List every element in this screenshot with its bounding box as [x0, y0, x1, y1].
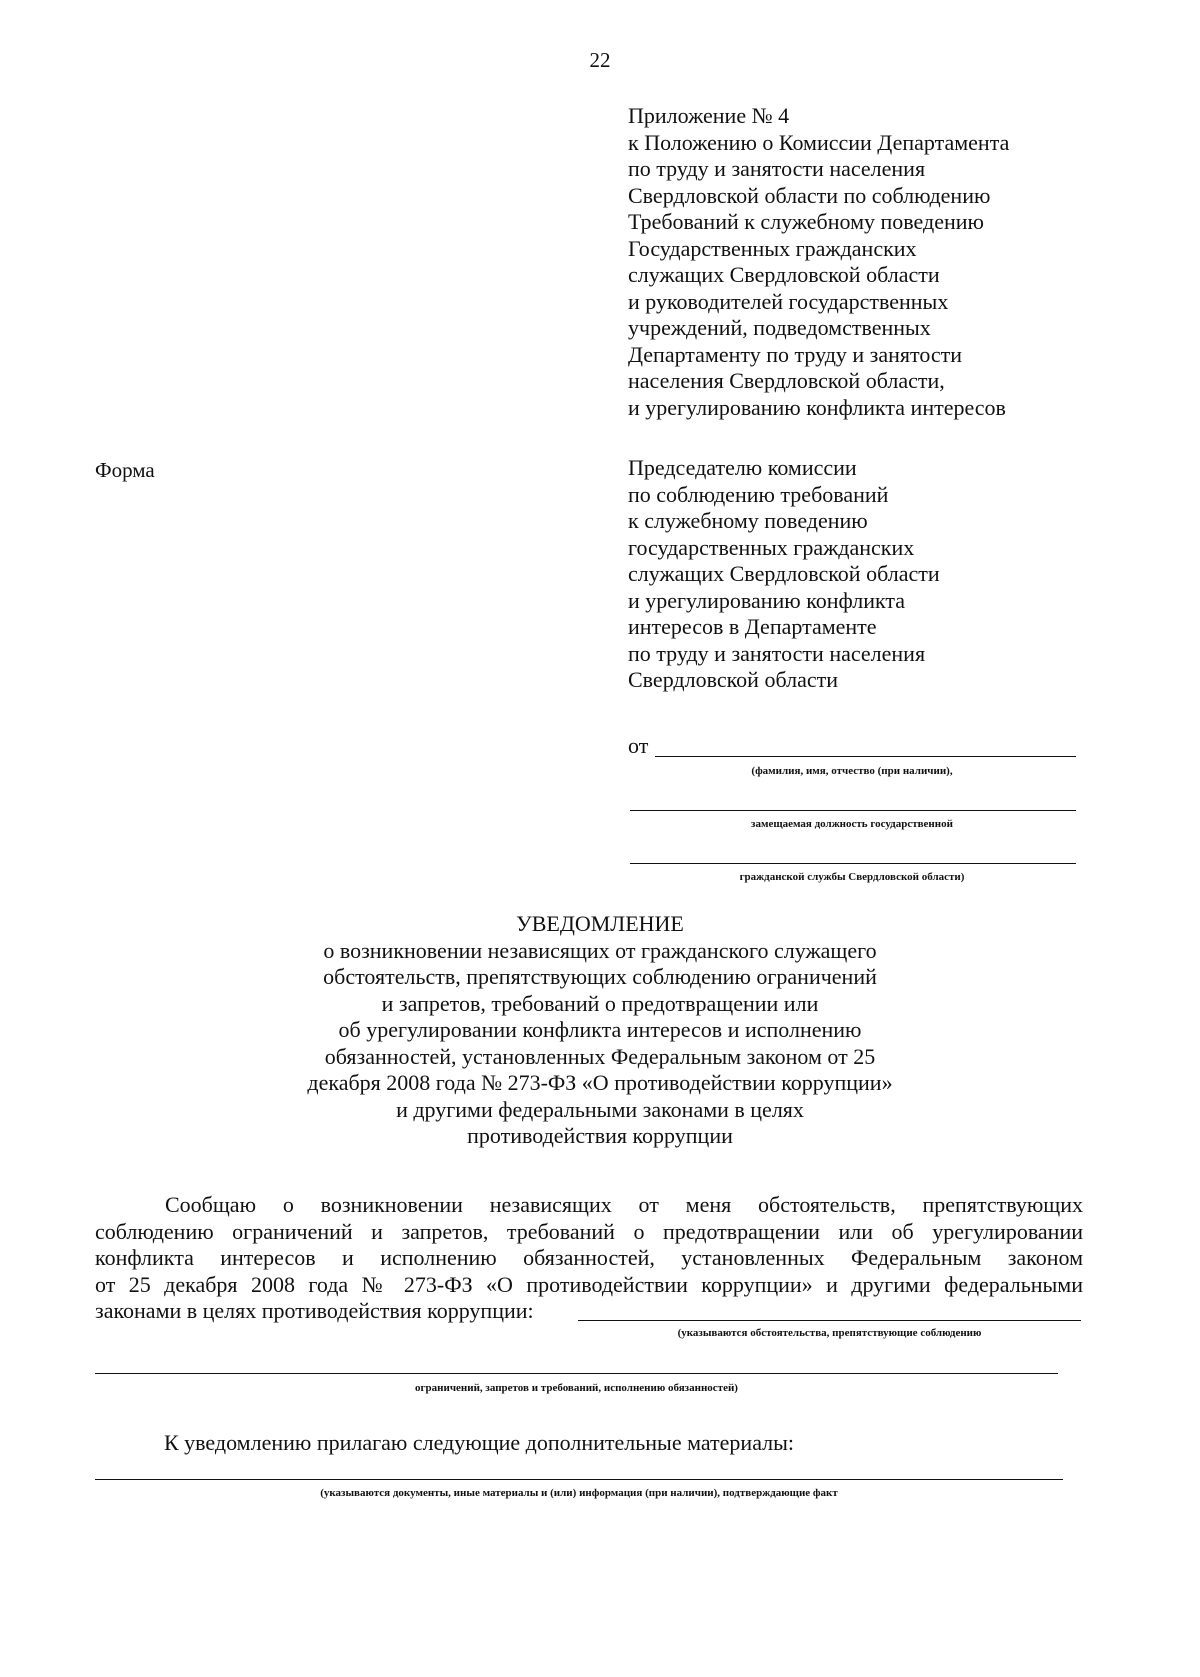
appendix-header — [628, 103, 1098, 421]
from-label: от — [628, 733, 649, 758]
notice-title-line: декабря 2008 года № 273-ФЗ «О противодействии коррупции» — [307, 1070, 893, 1095]
addressee-line: государственных гражданских — [628, 534, 915, 560]
appendix-line: Департаменту по труду и занятости — [628, 341, 963, 367]
appendix-line: учреждений, подведомственных — [628, 315, 931, 340]
appendix-line: по труду и занятости населения — [628, 156, 926, 181]
circumstances-caption: (указываются обстоятельства, препятствующие соблюдению — [677, 1327, 982, 1339]
notice-title-line: противодействия коррупции — [467, 1123, 733, 1148]
addressee-line: Председателю комиссии — [628, 455, 857, 480]
from-field[interactable] — [628, 733, 1076, 759]
appendix-line: Государственных гражданских — [628, 235, 917, 261]
addressee-line: Свердловской области — [628, 667, 838, 692]
notice-title-line: обстоятельств, препятствующих соблюдению ограничений — [323, 964, 877, 989]
service-fill-line[interactable] — [630, 863, 1076, 864]
notice-title-line: об урегулировании конфликта интересов и исполнению — [338, 1017, 862, 1042]
attachments-caption: (указываются документы, иные материалы и (или) информация (при наличии), подтверждающие факт — [320, 1487, 838, 1499]
position-fill-line[interactable] — [630, 810, 1076, 811]
addressee-line: по соблюдению требований — [628, 481, 889, 507]
notice-title-line: и запретов, требований о предотвращении или — [381, 990, 819, 1016]
notice-body — [95, 1192, 1083, 1298]
notice-heading: УВЕДОМЛЕНИЕ — [516, 911, 684, 936]
appendix-line: Приложение № 4 — [628, 103, 790, 128]
body-last-line: законами в целях противодействия коррупции: — [95, 1298, 534, 1323]
body-line: соблюдению ограничений и запретов, требований о предотвращении или об урегулировании — [95, 1218, 1083, 1244]
appendix-line: и руководителей государственных — [628, 288, 949, 314]
addressee-line: интересов в Департаменте — [628, 614, 877, 639]
notice-title — [0, 911, 1200, 1150]
addressee-line: по труду и занятости населения — [628, 640, 926, 666]
notice-title-line: обязанностей, установленных Федеральным законом от 25 — [324, 1043, 876, 1069]
attachments-label: К уведомлению прилагаю следующие дополнительные материалы: — [164, 1430, 795, 1455]
from-caption-position: замещаемая должность государственной — [751, 818, 953, 830]
circumstances-fill-line-2[interactable] — [95, 1373, 1058, 1374]
appendix-line: Свердловской области по соблюдению — [628, 182, 991, 208]
notice-title-line: и другими федеральными законами в целях — [396, 1096, 804, 1122]
body-line: Сообщаю о возникновении независящих от меня обстоятельств, препятствующих — [165, 1192, 1083, 1217]
from-fill-line — [655, 756, 1076, 757]
addressee-block — [628, 455, 1098, 694]
addressee-line: и урегулированию конфликта — [628, 587, 906, 613]
appendix-line: служащих Свердловской области — [628, 262, 940, 287]
appendix-line: Требований к служебному поведению — [628, 209, 984, 234]
restrictions-caption: ограничений, запретов и требований, исполнению обязанностей) — [415, 1382, 738, 1394]
addressee-line: служащих Свердловской области — [628, 561, 940, 586]
form-label: Форма — [95, 458, 155, 482]
appendix-line: и урегулированию конфликта интересов — [628, 394, 1006, 420]
appendix-line: населения Свердловской области, — [628, 368, 945, 393]
body-line: от 25 декабря 2008 года № 273-ФЗ «О противодействии коррупции» и другими федеральными — [95, 1271, 1083, 1297]
from-caption-name: (фамилия, имя, отчество (при наличии), — [751, 765, 953, 777]
appendix-line: к Положению о Комиссии Департамента — [628, 129, 1010, 155]
body-line: конфликта интересов и исполнению обязанностей, установленных Федеральным законом — [95, 1245, 1083, 1270]
from-caption-service: гражданской службы Свердловской области) — [739, 871, 965, 883]
page-number: 22 — [589, 48, 611, 72]
circumstances-fill-line[interactable] — [578, 1320, 1081, 1321]
notice-title-line: о возникновении независящих от гражданского служащего — [323, 937, 877, 963]
addressee-line: к служебному поведению — [628, 508, 868, 533]
attachments-fill-line[interactable] — [95, 1479, 1063, 1480]
